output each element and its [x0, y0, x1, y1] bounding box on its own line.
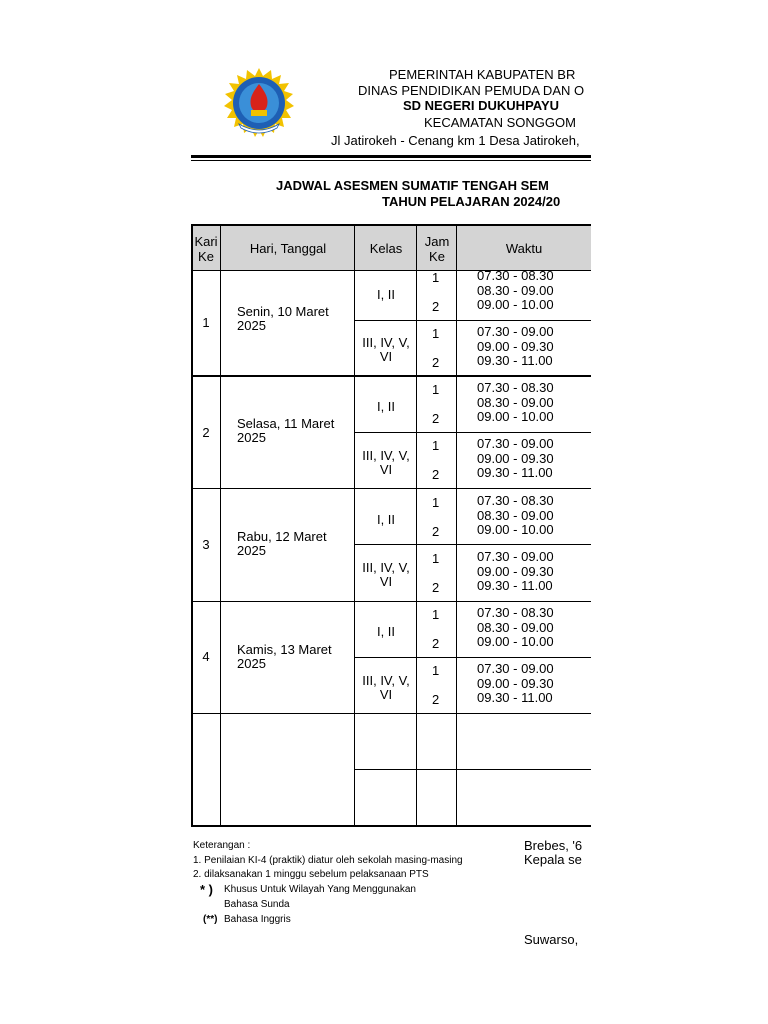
note-star-mark: * ): [200, 882, 213, 897]
time-slot: 08.30 - 09.00: [477, 508, 554, 523]
note-star-text: Khusus Untuk Wilayah Yang Menggunakan: [224, 884, 416, 895]
jam-number: 1: [432, 270, 440, 285]
time-slot: 09.00 - 09.30: [477, 339, 554, 354]
day-date: Rabu, 12 Maret 2025: [237, 529, 327, 558]
class-group: I, II: [376, 624, 396, 639]
jam-number: 1: [432, 663, 440, 678]
time-slot: 09.00 - 10.00: [477, 634, 554, 649]
header-district: KECAMATAN SONGGOM: [424, 115, 576, 130]
time-slot: 07.30 - 09.00: [477, 324, 554, 339]
header-department: DINAS PENDIDIKAN PEMUDA DAN O: [358, 83, 585, 98]
day-divider: [191, 488, 591, 489]
note-double-star-text: Bahasa Inggris: [224, 914, 291, 925]
time-slot: 07.30 - 09.00: [477, 436, 554, 451]
time-slot: 09.30 - 11.00: [477, 465, 553, 480]
day-date: Kamis, 13 Maret 2025: [237, 642, 332, 671]
group-divider: [354, 432, 591, 433]
day-divider: [191, 601, 591, 602]
col-header-waktu: Waktu: [505, 241, 543, 256]
time-slot: 09.00 - 09.30: [477, 564, 554, 579]
jam-number: 1: [432, 495, 440, 510]
table-top-border: [191, 224, 591, 226]
day-number: 2: [202, 425, 210, 440]
group-divider: [354, 657, 591, 658]
document-subtitle: TAHUN PELAJARAN 2024/20: [382, 194, 561, 209]
jam-number: 1: [432, 382, 440, 397]
signature-name: Suwarso,: [524, 932, 579, 947]
jam-number: 2: [432, 355, 440, 370]
header-address: Jl Jatirokeh - Cenang km 1 Desa Jatirokeh,: [331, 133, 580, 148]
jam-number: 1: [432, 438, 440, 453]
class-group: I, II: [376, 287, 396, 302]
time-slot: 09.30 - 11.00: [477, 578, 553, 593]
jam-number: 2: [432, 692, 440, 707]
signature-role: Kepala se: [524, 852, 582, 867]
class-group: I, II: [376, 399, 396, 414]
header-school-name: SD NEGERI DUKUHPAYU: [403, 98, 560, 113]
time-slot: 08.30 - 09.00: [477, 283, 554, 298]
class-group: III, IV, V, VI: [362, 560, 410, 589]
jam-number: 2: [432, 467, 440, 482]
time-slot: 08.30 - 09.00: [477, 620, 554, 635]
time-slot: 07.30 - 08.30: [477, 493, 554, 508]
jam-number: 1: [432, 607, 440, 622]
col-header-jam-ke: Jam Ke: [424, 234, 450, 264]
jam-number: 1: [432, 551, 440, 566]
day-number: 1: [202, 315, 210, 330]
day-number: 3: [202, 537, 210, 552]
table-bottom-border: [191, 825, 591, 827]
note-item: 1. Penilaian KI-4 (praktik) diatur oleh sekolah masing-masing: [193, 855, 463, 866]
regency-emblem-logo: [221, 66, 297, 142]
signature-place-date: Brebes, '6: [524, 838, 583, 853]
group-divider: [354, 320, 591, 321]
time-slot: 07.30 - 09.00: [477, 661, 554, 676]
jam-number: 2: [432, 299, 440, 314]
class-group: III, IV, V, VI: [362, 335, 410, 364]
day-divider: [191, 375, 591, 377]
note-item: 2. dilaksanakan 1 minggu sebelum pelaksanaan PTS: [193, 869, 429, 880]
document-title: JADWAL ASESMEN SUMATIF TENGAH SEM: [276, 178, 549, 193]
col-divider-4: [456, 224, 457, 827]
col-header-hari-tanggal: Hari, Tanggal: [249, 241, 327, 256]
time-slot: 09.30 - 11.00: [477, 353, 553, 368]
day-date: Senin, 10 Maret 2025: [237, 304, 329, 333]
col-header-hari-ke: Kari Ke: [194, 234, 218, 264]
header-government: PEMERINTAH KABUPATEN BR: [389, 67, 576, 82]
time-slot: 07.30 - 08.30: [477, 380, 554, 395]
notes-heading: Keterangan :: [193, 840, 251, 851]
group-divider: [354, 544, 591, 545]
time-slot: 07.30 - 08.30: [477, 605, 554, 620]
schedule-table: [191, 224, 591, 827]
time-slot: 09.30 - 11.00: [477, 690, 553, 705]
time-slot: 09.00 - 09.30: [477, 451, 554, 466]
jam-number: 2: [432, 524, 440, 539]
jam-number: 1: [432, 326, 440, 341]
header-divider-thick: [191, 155, 591, 158]
class-group: III, IV, V, VI: [362, 448, 410, 477]
time-slot: 07.30 - 08.30: [477, 268, 554, 283]
day-divider: [191, 713, 591, 714]
time-slot: 09.00 - 09.30: [477, 676, 554, 691]
header-divider-thin: [191, 160, 591, 161]
jam-number: 2: [432, 636, 440, 651]
time-slot: 08.30 - 09.00: [477, 395, 554, 410]
time-slot: 07.30 - 09.00: [477, 549, 554, 564]
time-slot: 09.00 - 10.00: [477, 522, 554, 537]
note-star-text: Bahasa Sunda: [224, 899, 290, 910]
jam-number: 2: [432, 411, 440, 426]
class-group: III, IV, V, VI: [362, 673, 410, 702]
day-number: 4: [202, 649, 210, 664]
note-double-star-mark: (**): [203, 914, 218, 925]
class-group: I, II: [376, 512, 396, 527]
day-date: Selasa, 11 Maret 2025: [237, 416, 335, 445]
jam-number: 2: [432, 580, 440, 595]
time-slot: 09.00 - 10.00: [477, 297, 554, 312]
group-divider: [354, 769, 591, 770]
time-slot: 09.00 - 10.00: [477, 409, 554, 424]
col-header-kelas: Kelas: [369, 241, 403, 256]
